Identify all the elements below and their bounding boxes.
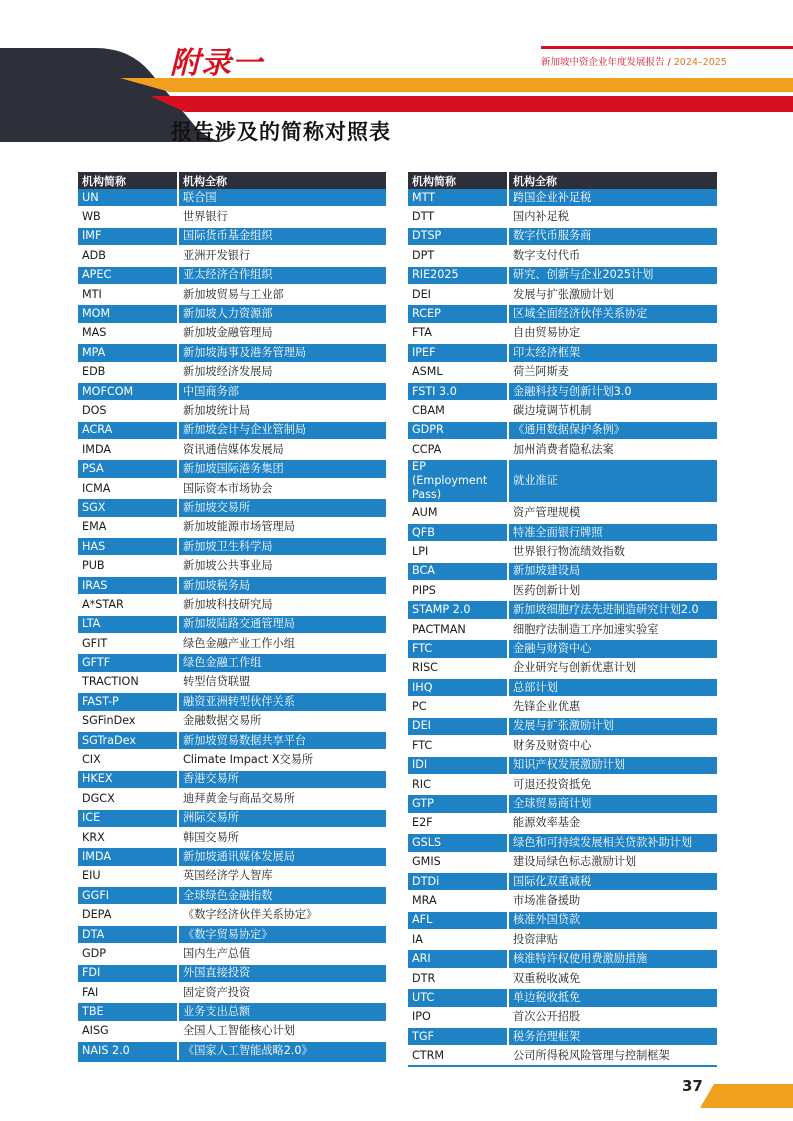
- full-name-cell: 《通用数据保护条例》: [508, 421, 717, 440]
- full-name-cell: 国际货币基金组织: [178, 227, 386, 246]
- abbr-cell: ACRA: [78, 421, 178, 440]
- abbr-cell: DPT: [408, 246, 508, 265]
- full-name-cell: 就业准证: [508, 459, 717, 503]
- table-row: [408, 440, 717, 459]
- abbr-cell: HAS: [78, 537, 178, 556]
- full-name-cell: 单边税收抵免: [508, 988, 717, 1007]
- full-name-cell: 数字支付代币: [508, 246, 717, 265]
- full-name-cell: 迪拜黄金与商品交易所: [178, 789, 386, 808]
- abbr-cell: FDI: [78, 964, 178, 983]
- abbr-cell: DTSP: [408, 227, 508, 246]
- abbr-cell: FAI: [78, 983, 178, 1002]
- table-row: [78, 363, 386, 382]
- full-name-cell: 全球贸易商计划: [508, 794, 717, 813]
- table-row: [78, 615, 386, 634]
- table-row: [408, 542, 717, 561]
- abbr-cell: IPO: [408, 1008, 508, 1027]
- abbr-cell: ADB: [78, 246, 178, 265]
- full-name-cell: 新加坡经济发展局: [178, 363, 386, 382]
- abbr-cell: GFIT: [78, 634, 178, 653]
- full-name-cell: 新加坡能源市场管理局: [178, 518, 386, 537]
- abbr-cell: IHQ: [408, 678, 508, 697]
- abbr-cell: EP (Employment Pass): [408, 459, 508, 503]
- abbr-cell: AUM: [408, 503, 508, 522]
- page-heading: 报告涉及的简称对照表: [171, 120, 391, 144]
- table-row: [408, 401, 717, 420]
- full-name-cell: 发展与扩张激励计划: [508, 717, 717, 736]
- page-number: 37: [682, 1077, 703, 1095]
- full-name-cell: 财务及财资中心: [508, 736, 717, 755]
- table-row: [408, 853, 717, 872]
- full-name-cell: 《数字贸易协定》: [178, 925, 386, 944]
- abbr-cell: WB: [78, 207, 178, 226]
- table-row: [78, 595, 386, 614]
- table-row: [78, 653, 386, 672]
- table-row: [78, 1041, 386, 1060]
- full-name-cell: 资产管理规模: [508, 503, 717, 522]
- table-row: [408, 930, 717, 949]
- table-row: [408, 600, 717, 619]
- full-name-cell: 自由贸易协定: [508, 324, 717, 343]
- abbr-cell: GDPR: [408, 421, 508, 440]
- table-row: [408, 678, 717, 697]
- abbr-cell: DTR: [408, 969, 508, 988]
- table-row: [408, 620, 717, 639]
- full-name-cell: 新加坡贸易数据共享平台: [178, 731, 386, 750]
- report-title-text: 新加坡中资企业年度发展报告 /: [541, 57, 674, 68]
- abbr-cell: MRA: [408, 891, 508, 910]
- full-name-cell: 医药创新计划: [508, 581, 717, 600]
- abbr-cell: DTDi: [408, 872, 508, 891]
- full-name-cell: 新加坡建设局: [508, 562, 717, 581]
- table-header-row: [408, 172, 717, 189]
- full-name-cell: 双重税收减免: [508, 969, 717, 988]
- full-name-cell: 韩国交易所: [178, 828, 386, 847]
- full-name-cell: 国际资本市场协会: [178, 479, 386, 498]
- table-row: [408, 285, 717, 304]
- table-row: [78, 905, 386, 924]
- table-row: [408, 891, 717, 910]
- full-name-cell: 金融与财资中心: [508, 639, 717, 658]
- abbr-cell: GFTF: [78, 653, 178, 672]
- full-name-cell: 新加坡海事及港务管理局: [178, 343, 386, 362]
- abbr-cell: LPI: [408, 542, 508, 561]
- full-name-cell: 市场准备援助: [508, 891, 717, 910]
- abbr-cell: NAIS 2.0: [78, 1041, 178, 1060]
- column-header-full: 机构全称: [178, 172, 386, 189]
- table-row: [78, 479, 386, 498]
- full-name-cell: 外国直接投资: [178, 964, 386, 983]
- full-name-cell: 新加坡科技研究局: [178, 595, 386, 614]
- table-row: [408, 697, 717, 716]
- table-row: [408, 363, 717, 382]
- table-row: [78, 925, 386, 944]
- full-name-cell: 洲际交易所: [178, 809, 386, 828]
- table-row: [78, 1002, 386, 1021]
- full-name-cell: 《国家人工智能战略2.0》: [178, 1041, 386, 1060]
- table-row: [408, 988, 717, 1007]
- table-row: [408, 266, 717, 285]
- abbr-cell: DOS: [78, 401, 178, 420]
- table-row: [78, 944, 386, 963]
- table-row: [78, 828, 386, 847]
- full-name-cell: 可退还投资抵免: [508, 775, 717, 794]
- table-row: [408, 304, 717, 323]
- full-name-cell: 亚太经济合作组织: [178, 266, 386, 285]
- abbr-cell: SGX: [78, 498, 178, 517]
- abbr-cell: FAST-P: [78, 692, 178, 711]
- abbr-cell: BCA: [408, 562, 508, 581]
- abbr-cell: RIE2025: [408, 266, 508, 285]
- full-name-cell: 首次公开招股: [508, 1008, 717, 1027]
- abbr-cell: PSA: [78, 459, 178, 478]
- table-row: [408, 911, 717, 930]
- abbr-cell: STAMP 2.0: [408, 600, 508, 619]
- abbr-cell: CIX: [78, 750, 178, 769]
- abbr-cell: UN: [78, 189, 178, 207]
- full-name-cell: 融资亚洲转型伙伴关系: [178, 692, 386, 711]
- full-name-cell: 细胞疗法制造工序加速实验室: [508, 620, 717, 639]
- abbr-cell: EDB: [78, 363, 178, 382]
- table-row: [78, 285, 386, 304]
- table-row: [78, 304, 386, 323]
- full-name-cell: 企业研究与创新优惠计划: [508, 659, 717, 678]
- full-name-cell: 新加坡统计局: [178, 401, 386, 420]
- abbr-cell: DEI: [408, 285, 508, 304]
- full-name-cell: 金融科技与创新计划3.0: [508, 382, 717, 401]
- full-name-cell: 投资津贴: [508, 930, 717, 949]
- abbr-cell: GTP: [408, 794, 508, 813]
- full-name-cell: 碳边境调节机制: [508, 401, 717, 420]
- full-name-cell: 国内生产总值: [178, 944, 386, 963]
- table-row: [78, 498, 386, 517]
- full-name-cell: 国内补足税: [508, 207, 717, 226]
- table-row: [408, 1046, 717, 1065]
- full-name-cell: 研究、创新与企业2025计划: [508, 266, 717, 285]
- full-name-cell: 新加坡会计与企业管制局: [178, 421, 386, 440]
- full-name-cell: 新加坡人力资源部: [178, 304, 386, 323]
- table-body: [408, 189, 717, 1066]
- full-name-cell: 公司所得税风险管理与控制框架: [508, 1046, 717, 1065]
- abbr-cell: MOFCOM: [78, 382, 178, 401]
- full-name-cell: 联合国: [178, 189, 386, 207]
- table-row: [78, 692, 386, 711]
- abbr-cell: RCEP: [408, 304, 508, 323]
- table-row: [408, 1027, 717, 1046]
- table-row: [78, 343, 386, 362]
- table-row: [78, 227, 386, 246]
- table-row: [78, 1022, 386, 1041]
- full-name-cell: 特准全面银行牌照: [508, 523, 717, 542]
- table-row: [78, 789, 386, 808]
- abbr-cell: DEPA: [78, 905, 178, 924]
- table-row: [78, 246, 386, 265]
- table-row: [78, 324, 386, 343]
- table-row: [78, 634, 386, 653]
- table-row: [78, 266, 386, 285]
- table-row: [408, 503, 717, 522]
- full-name-cell: 先锋企业优惠: [508, 697, 717, 716]
- table-row: [78, 886, 386, 905]
- abbr-cell: FTA: [408, 324, 508, 343]
- abbr-cell: APEC: [78, 266, 178, 285]
- table-row: [408, 969, 717, 988]
- table-row: [408, 459, 717, 503]
- abbr-cell: LTA: [78, 615, 178, 634]
- table-row: [408, 949, 717, 968]
- table-row: [408, 523, 717, 542]
- abbr-cell: DEI: [408, 717, 508, 736]
- header-decoration: [0, 0, 793, 150]
- full-name-cell: 英国经济学人智库: [178, 867, 386, 886]
- abbr-cell: MAS: [78, 324, 178, 343]
- full-name-cell: 区域全面经济伙伴关系协定: [508, 304, 717, 323]
- table-row: [78, 809, 386, 828]
- table-row: [408, 659, 717, 678]
- full-name-cell: 总部计划: [508, 678, 717, 697]
- abbreviation-table-left: [78, 172, 386, 1062]
- full-name-cell: 数字代币服务商: [508, 227, 717, 246]
- table-row: [78, 731, 386, 750]
- appendix-label: 附录一: [170, 46, 263, 81]
- full-name-cell: 世界银行: [178, 207, 386, 226]
- abbr-cell: RISC: [408, 659, 508, 678]
- table-row: [408, 207, 717, 226]
- abbr-cell: KRX: [78, 828, 178, 847]
- abbr-cell: AFL: [408, 911, 508, 930]
- abbr-cell: GSLS: [408, 833, 508, 852]
- abbr-cell: DTT: [408, 207, 508, 226]
- full-name-cell: 加州消费者隐私法案: [508, 440, 717, 459]
- abbr-cell: SGFinDex: [78, 712, 178, 731]
- abbr-cell: IPEF: [408, 343, 508, 362]
- table-row: [78, 207, 386, 226]
- table-row: [408, 246, 717, 265]
- table-row: [78, 847, 386, 866]
- table-header-row: [78, 172, 386, 189]
- abbr-cell: DGCX: [78, 789, 178, 808]
- table-row: [408, 343, 717, 362]
- full-name-cell: 核准外国贷款: [508, 911, 717, 930]
- abbr-cell: IMDA: [78, 440, 178, 459]
- abbr-cell: IMF: [78, 227, 178, 246]
- abbr-cell: PIPS: [408, 581, 508, 600]
- column-header-abbr: 机构简称: [78, 172, 178, 189]
- footer-decoration: [700, 1084, 793, 1108]
- abbr-cell: A*STAR: [78, 595, 178, 614]
- full-name-cell: 知识产权发展激励计划: [508, 756, 717, 775]
- table-row: [78, 673, 386, 692]
- abbr-cell: ICE: [78, 809, 178, 828]
- abbr-cell: E2F: [408, 814, 508, 833]
- table-row: [78, 537, 386, 556]
- table-row: [408, 756, 717, 775]
- table-row: [78, 518, 386, 537]
- abbr-cell: PUB: [78, 556, 178, 575]
- full-name-cell: 新加坡细胞疗法先进制造研究计划2.0: [508, 600, 717, 619]
- table-row: [78, 750, 386, 769]
- column-header-full: 机构全称: [508, 172, 717, 189]
- full-name-cell: 业务支出总额: [178, 1002, 386, 1021]
- full-name-cell: 新加坡陆路交通管理局: [178, 615, 386, 634]
- abbr-cell: QFB: [408, 523, 508, 542]
- abbr-cell: IDI: [408, 756, 508, 775]
- abbr-cell: CCPA: [408, 440, 508, 459]
- table-row: [408, 872, 717, 891]
- abbr-cell: GMIS: [408, 853, 508, 872]
- abbr-cell: CBAM: [408, 401, 508, 420]
- abbr-cell: MTI: [78, 285, 178, 304]
- abbr-cell: FSTI 3.0: [408, 382, 508, 401]
- full-name-cell: 绿色和可持续发展相关贷款补助计划: [508, 833, 717, 852]
- table-row: [408, 581, 717, 600]
- table-row: [408, 1008, 717, 1027]
- table-row: [408, 324, 717, 343]
- full-name-cell: 金融数据交易所: [178, 712, 386, 731]
- table-row: [408, 717, 717, 736]
- full-name-cell: 固定资产投资: [178, 983, 386, 1002]
- abbr-cell: FTC: [408, 639, 508, 658]
- table-row: [408, 833, 717, 852]
- full-name-cell: 新加坡贸易与工业部: [178, 285, 386, 304]
- abbr-cell: SGTraDex: [78, 731, 178, 750]
- table-row: [78, 382, 386, 401]
- full-name-cell: 能源效率基金: [508, 814, 717, 833]
- abbr-cell: TGF: [408, 1027, 508, 1046]
- full-name-cell: 中国商务部: [178, 382, 386, 401]
- full-name-cell: 发展与扩张激励计划: [508, 285, 717, 304]
- table-row: [408, 227, 717, 246]
- abbr-cell: EIU: [78, 867, 178, 886]
- table-row: [78, 421, 386, 440]
- full-name-cell: 新加坡交易所: [178, 498, 386, 517]
- abbr-cell: GDP: [78, 944, 178, 963]
- abbr-cell: IA: [408, 930, 508, 949]
- full-name-cell: 新加坡公共事业局: [178, 556, 386, 575]
- table-row: [78, 401, 386, 420]
- table-row: [78, 576, 386, 595]
- report-title: [541, 54, 727, 68]
- table-row: [78, 983, 386, 1002]
- full-name-cell: 转型信贷联盟: [178, 673, 386, 692]
- abbr-cell: MOM: [78, 304, 178, 323]
- table-row: [408, 736, 717, 755]
- full-name-cell: 新加坡金融管理局: [178, 324, 386, 343]
- full-name-cell: 国际化双重减税: [508, 872, 717, 891]
- abbr-cell: TBE: [78, 1002, 178, 1021]
- table-row: [408, 189, 717, 207]
- abbr-cell: ICMA: [78, 479, 178, 498]
- abbr-cell: IRAS: [78, 576, 178, 595]
- table-row: [408, 382, 717, 401]
- abbr-cell: ARI: [408, 949, 508, 968]
- table-row: [408, 562, 717, 581]
- full-name-cell: 印太经济框架: [508, 343, 717, 362]
- abbr-cell: MTT: [408, 189, 508, 207]
- full-name-cell: 香港交易所: [178, 770, 386, 789]
- table-row: [78, 867, 386, 886]
- full-name-cell: Climate Impact X交易所: [178, 750, 386, 769]
- full-name-cell: 世界银行物流绩效指数: [508, 542, 717, 561]
- full-name-cell: 绿色金融工作组: [178, 653, 386, 672]
- abbr-cell: UTC: [408, 988, 508, 1007]
- abbr-cell: MPA: [78, 343, 178, 362]
- full-name-cell: 全球绿色金融指数: [178, 886, 386, 905]
- full-name-cell: 荷兰阿斯麦: [508, 363, 717, 382]
- abbr-cell: PC: [408, 697, 508, 716]
- abbr-cell: TRACTION: [78, 673, 178, 692]
- table-row: [408, 639, 717, 658]
- full-name-cell: 资讯通信媒体发展局: [178, 440, 386, 459]
- full-name-cell: 亚洲开发银行: [178, 246, 386, 265]
- abbr-cell: FTC: [408, 736, 508, 755]
- report-years: 2024–2025: [673, 57, 727, 68]
- full-name-cell: 新加坡税务局: [178, 576, 386, 595]
- table-body: [78, 189, 386, 1061]
- table-row: [78, 770, 386, 789]
- abbr-cell: IMDA: [78, 847, 178, 866]
- abbr-cell: RIC: [408, 775, 508, 794]
- full-name-cell: 核准特许权使用费激励措施: [508, 949, 717, 968]
- full-name-cell: 建设局绿色标志激励计划: [508, 853, 717, 872]
- abbr-cell: HKEX: [78, 770, 178, 789]
- abbr-cell: PACTMAN: [408, 620, 508, 639]
- full-name-cell: 新加坡国际港务集团: [178, 459, 386, 478]
- full-name-cell: 新加坡通讯媒体发展局: [178, 847, 386, 866]
- abbr-cell: GGFI: [78, 886, 178, 905]
- table-row: [78, 712, 386, 731]
- abbr-cell: AISG: [78, 1022, 178, 1041]
- abbreviation-table-right: [408, 172, 717, 1067]
- abbr-cell: ASML: [408, 363, 508, 382]
- full-name-cell: 新加坡卫生科学局: [178, 537, 386, 556]
- full-name-cell: 全国人工智能核心计划: [178, 1022, 386, 1041]
- table-row: [408, 794, 717, 813]
- table-row: [78, 459, 386, 478]
- full-name-cell: 《数字经济伙伴关系协定》: [178, 905, 386, 924]
- full-name-cell: 绿色金融产业工作小组: [178, 634, 386, 653]
- table-row: [408, 814, 717, 833]
- abbr-cell: DTA: [78, 925, 178, 944]
- table-row: [78, 556, 386, 575]
- table-row: [78, 189, 386, 207]
- abbr-cell: CTRM: [408, 1046, 508, 1065]
- table-row: [78, 964, 386, 983]
- full-name-cell: 跨国企业补足税: [508, 189, 717, 207]
- table-row: [408, 775, 717, 794]
- abbr-cell: EMA: [78, 518, 178, 537]
- table-row: [78, 440, 386, 459]
- column-header-abbr: 机构简称: [408, 172, 508, 189]
- full-name-cell: 税务治理框架: [508, 1027, 717, 1046]
- table-row: [408, 421, 717, 440]
